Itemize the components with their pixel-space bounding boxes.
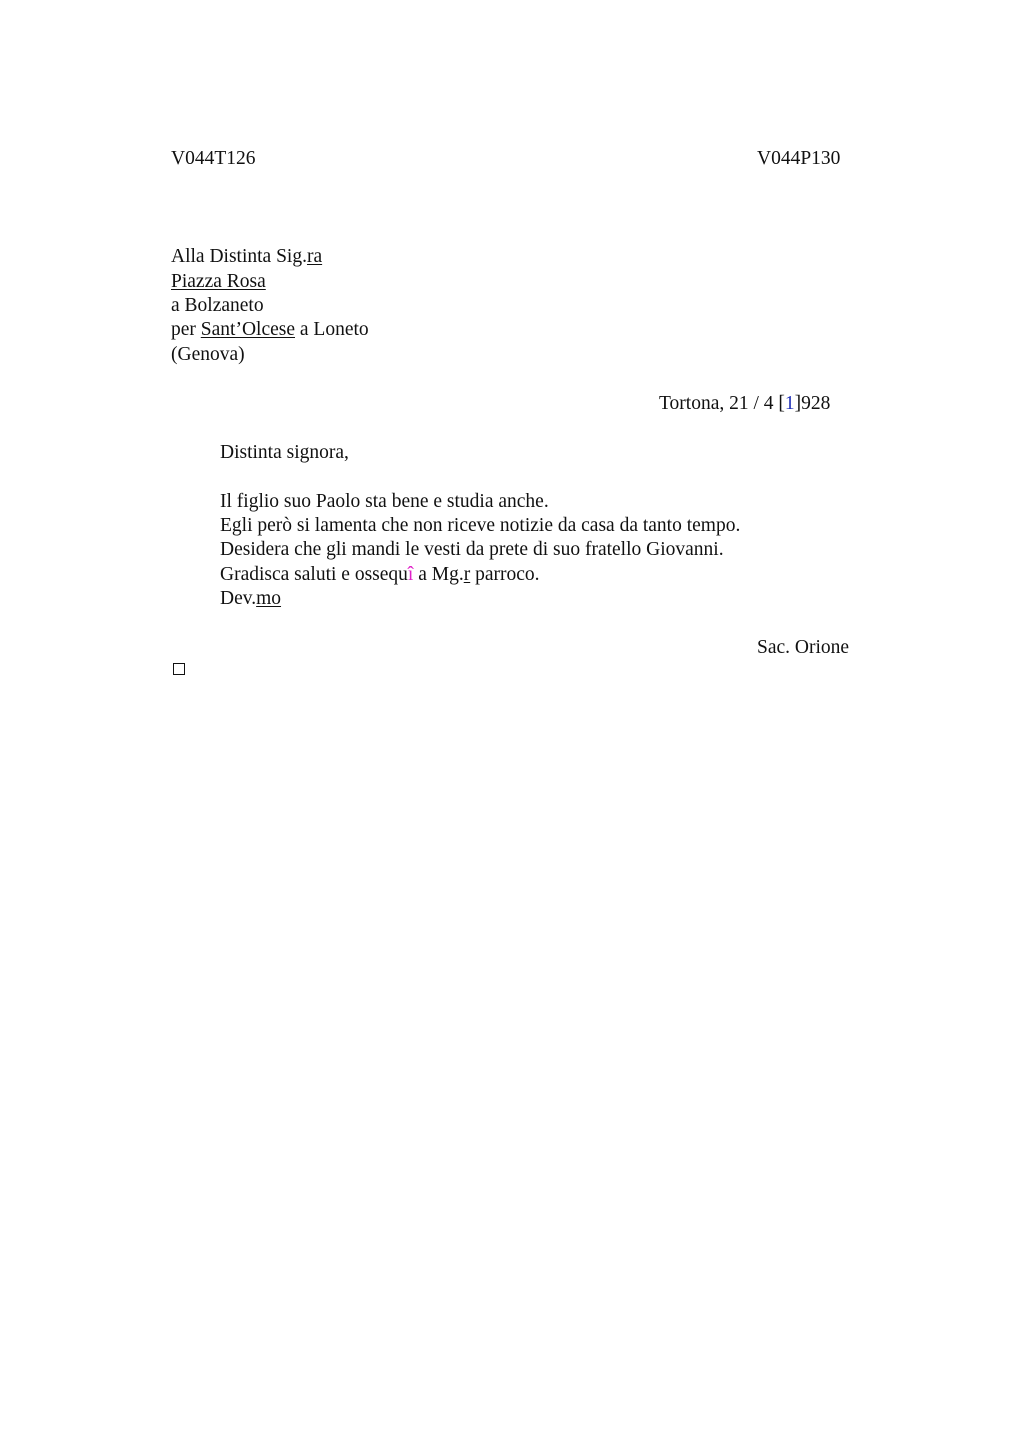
letter-closing xyxy=(220,589,281,609)
date-editorial-digit: 1 xyxy=(784,393,795,414)
closing-text: Dev. xyxy=(220,588,257,609)
document-code-left: V044T126 xyxy=(171,148,256,169)
letter-signature: Sac. Orione xyxy=(757,637,850,658)
date-prefix: Tortona, 21 / 4 [ xyxy=(659,393,785,414)
closing-abbrev: mo xyxy=(256,588,282,609)
address-recipient-text: Alla Distinta Sig. xyxy=(171,246,307,267)
address-locality-prefix: per xyxy=(171,319,201,340)
address-locality-suffix: a Loneto xyxy=(295,319,369,340)
document-code-right: V044P130 xyxy=(757,148,841,169)
address-recipient-abbrev: ra xyxy=(306,246,323,267)
letter-date xyxy=(659,394,830,414)
letter-salutation: Distinta signora, xyxy=(220,442,349,463)
title-abbrev: r xyxy=(463,564,471,585)
address-locality-place: Sant’Olcese xyxy=(200,319,295,340)
letter-line xyxy=(220,565,540,585)
editorial-mark: î xyxy=(407,564,414,585)
letter-line-text: parroco. xyxy=(470,564,540,585)
letter-line-text: Gradisca saluti e ossequ xyxy=(220,564,408,585)
address-line-locality xyxy=(171,320,369,340)
letter-line: Egli però si lamenta che non riceve notizie da casa da tanto tempo. xyxy=(220,515,741,536)
address-line-name: Piazza Rosa xyxy=(171,271,266,292)
letter-line: Desidera che gli mandi le vesti da prete di suo fratello Giovanni. xyxy=(220,539,724,560)
address-line-recipient xyxy=(171,247,322,267)
letter-line-text: a Mg. xyxy=(413,564,464,585)
address-line-province: (Genova) xyxy=(171,344,245,365)
date-suffix: ]928 xyxy=(794,393,831,414)
letter-line: Il figlio suo Paolo sta bene e studia anche. xyxy=(220,491,549,512)
address-line-town: a Bolzaneto xyxy=(171,295,264,316)
end-marker-box-icon xyxy=(173,663,185,675)
